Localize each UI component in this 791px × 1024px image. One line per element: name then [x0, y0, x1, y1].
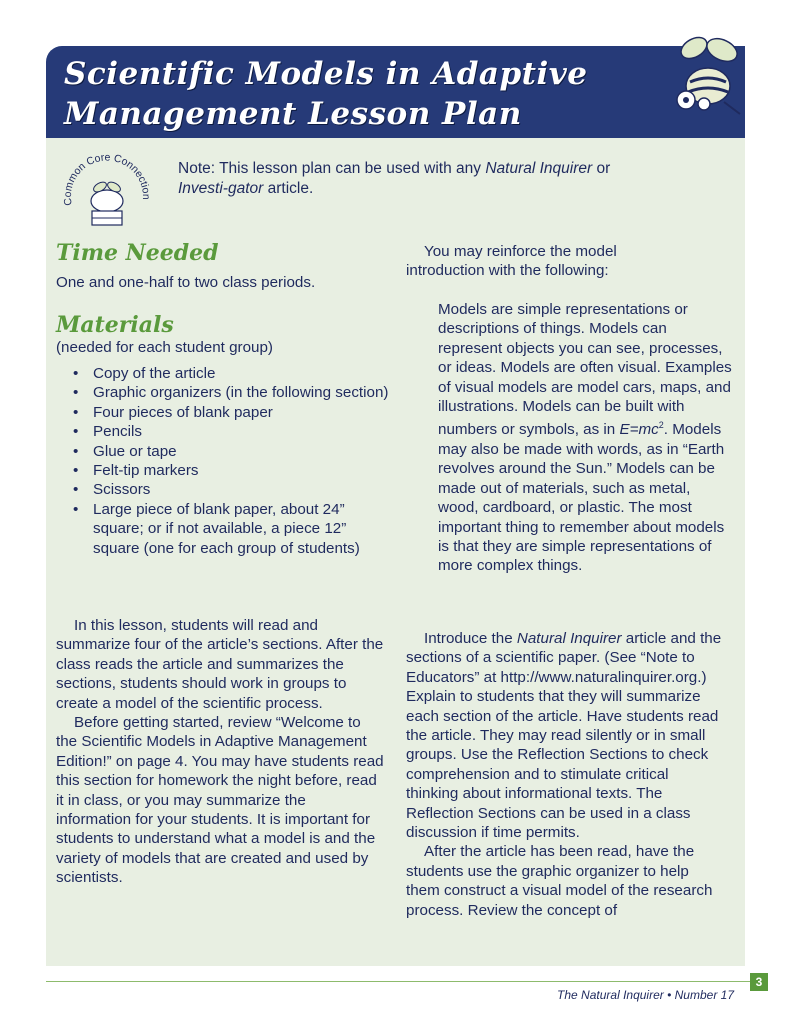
common-core-connection-badge [56, 143, 158, 245]
materials-list [73, 364, 393, 558]
page-number: 3 [750, 973, 768, 991]
right-body [406, 629, 724, 920]
footer-publication: The Natural Inquirer • Number 17 [557, 988, 734, 1002]
svg-text:Common Core Connection: Common Core Connection [61, 151, 153, 207]
list-item: • Felt-tip markers [73, 461, 393, 480]
list-item: • Four pieces of blank paper [73, 403, 393, 422]
bee-mascot-icon [664, 30, 750, 120]
model-intro: You may reinforce the model introduction with the following: [406, 243, 617, 280]
list-item: • Copy of the article [73, 364, 393, 383]
lesson-note: Note: This lesson plan can be used with any Natural Inquirer or Investi-gator article. [178, 160, 611, 197]
title-banner [46, 46, 745, 138]
list-item: • Scissors [73, 480, 393, 499]
page-title: Scientific Models in Adaptive Management Lesson Plan [64, 56, 588, 132]
body-paragraph: Introduce the Natural Inquirer article and the sections of a scientific paper. (See “Note to Educators” at http://www.naturalinquirer.org.) Explain to students that they will summarize each section of the article. Have students read the article. They may read silently or in small groups. Use the Reflection Sections to check comprehension and to stimulate critical thinking about informational texts. The Reflection Sections can be used in a class discussion if time permits. [406, 630, 722, 842]
list-item: • Large piece of blank paper, about 24” square; or if not available, a piece 12” square (one for each group of students) [73, 500, 393, 558]
list-item: • Pencils [73, 422, 393, 441]
footer-divider [46, 981, 750, 982]
list-item: • Graphic organizers (in the following section) [73, 383, 393, 402]
body-paragraph: Before getting started, review “Welcome to the Scientific Models in Adaptive Management Edition!” on page 4. You may have students read this section for homework the night before, read it in class, or you may summarize the information for your students. It is important for students to understand what a model is and the variety of models that are created and used by scientists. [56, 714, 384, 887]
body-paragraph: After the article has been read, have the students use the graphic organizer to help them construct a visual model of the research process. Review the concept of [406, 843, 713, 919]
materials-subtext: (needed for each student group) [56, 339, 273, 356]
body-paragraph: In this lesson, students will read and summarize four of the article’s sections. After the class reads the article and summarizes the sections, students should work in groups to create a model of the scientific process. [56, 617, 384, 712]
materials-heading: Materials [56, 312, 174, 338]
left-body [56, 616, 384, 888]
model-quote: Models are simple representations or descriptions of things. Models can represent objects you can see, processes, or ideas. Models are often visual. Examples of visual models are model cars, maps, and illustrations. Models can be built with numbers or symbols, as in $E=mc^2$. Models may also be made with words, as in “Earth revolves around the Sun.” Models can be made out of materials, such as metal, wood, cardboard, or plastic. The most important thing to remember about models is that they are simple representations of more complex things. [438, 301, 732, 575]
time-needed-heading: Time Needed [56, 240, 219, 266]
time-needed-text: One and one-half to two class periods. [56, 274, 316, 291]
list-item: • Glue or tape [73, 442, 393, 461]
